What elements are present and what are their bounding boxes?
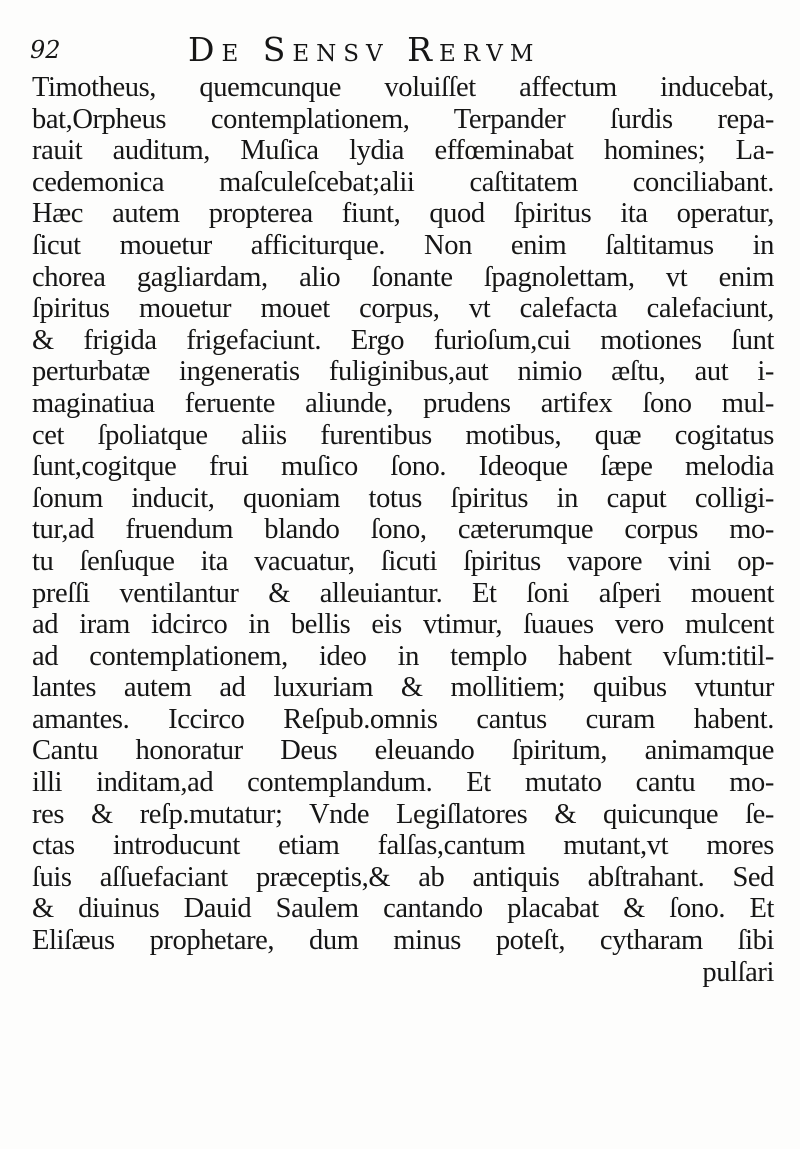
text-line: Hæc autem propterea fiunt, quod ſpiritus ita operatur,	[32, 198, 774, 230]
text-line: chorea gagliardam, alio ſonante ſpagnolettam, vt enim	[32, 261, 774, 293]
text-line: cet ſpoliatque aliis furentibus motibus, quæ cogitatus	[32, 419, 774, 451]
text-line: ctas introducunt etiam falſas,cantum mutant,vt mores	[32, 830, 774, 862]
text-line: ad iram idcirco in bellis eis vtimur, ſuaues vero mulcent	[32, 609, 774, 641]
text-line: maginatiua feruente aliunde, prudens artifex ſono mul-	[32, 387, 774, 419]
text-line: cedemonica maſculeſcebat;alii caſtitatem conciliabant.	[32, 166, 774, 198]
text-line: perturbatæ ingeneratis fuliginibus,aut nimio æſtu, aut i-	[32, 356, 774, 388]
text-line: preſſi ventilantur & alleuiantur. Et ſoni aſperi mouent	[32, 577, 774, 609]
text-line: ſuis aſſuefaciant præceptis,& ab antiquis abſtrahant. Sed	[32, 861, 774, 893]
text-line: rauit auditum, Muſica lydia effœminabat homines; La-	[32, 135, 774, 167]
text-line: ſunt,cogitque frui muſico ſono. Ideoque ſæpe melodia	[32, 451, 774, 483]
text-line: tur,ad fruendum blando ſono, cæterumque corpus mo-	[32, 514, 774, 546]
page-number: 92	[30, 36, 61, 64]
text-line: bat,Orpheus contemplationem, Terpander ſurdis repa-	[32, 103, 774, 135]
text-line: & frigida frigefaciunt. Ergo furioſum,cui motiones ſunt	[32, 324, 774, 356]
text-line: lantes autem ad luxuriam & mollitiem; quibus vtuntur	[32, 672, 774, 704]
text-line: ſpiritus mouetur mouet corpus, vt calefacta calefaciunt,	[32, 293, 774, 325]
text-line: res & reſp.mutatur; Vnde Legiſlatores & quicunque ſe-	[32, 798, 774, 830]
text-line: tu ſenſuque ita vacuatur, ſicuti ſpiritus vapore vini op-	[32, 545, 774, 577]
text-line: ſicut mouetur afficiturque. Non enim ſaltitamus in	[32, 229, 774, 261]
text-line: ad contemplationem, ideo in templo habent vſum:titil-	[32, 640, 774, 672]
body-text	[32, 72, 774, 988]
running-title: De Sensv Rervm	[188, 30, 541, 69]
text-line: Eliſæus prophetare, dum minus poteſt, cytharam ſibi	[32, 925, 774, 957]
text-line: pulſari	[702, 956, 774, 988]
text-line: Timotheus, quemcunque voluiſſet affectum inducebat,	[32, 72, 774, 103]
text-line: & diuinus Dauid Saulem cantando placabat & ſono. Et	[32, 893, 774, 925]
text-line: Cantu honoratur Deus eleuando ſpiritum, animamque	[32, 735, 774, 767]
text-line: ſonum inducit, quoniam totus ſpiritus in caput colligi-	[32, 482, 774, 514]
running-head	[30, 30, 650, 70]
text-line: amantes. Iccirco Reſpub.omnis cantus curam habent.	[32, 703, 774, 735]
text-line: illi inditam,ad contemplandum. Et mutato cantu mo-	[32, 767, 774, 799]
